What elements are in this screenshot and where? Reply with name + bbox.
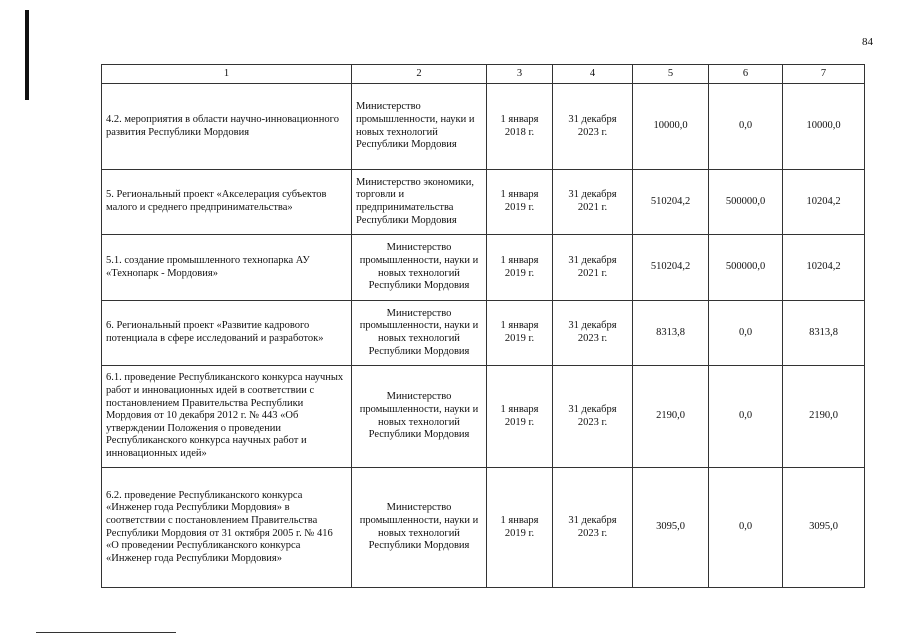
header-cell: 7: [783, 65, 865, 84]
row-agency: Министерство промышленности, науки и новых технологий Республики Мордовия: [352, 84, 487, 170]
row-federal: 500000,0: [709, 170, 783, 235]
row-regional: 2190,0: [783, 366, 865, 468]
row-total: 8313,8: [633, 301, 709, 366]
row-name: 4.2. мероприятия в области научно-инновационного развития Республики Мордовия: [102, 84, 352, 170]
row-total: 510204,2: [633, 170, 709, 235]
table-row: [102, 366, 865, 468]
row-federal: 0,0: [709, 468, 783, 588]
row-start-date: 1 января 2019 г.: [487, 468, 553, 588]
header-cell: 1: [102, 65, 352, 84]
row-start-date: 1 января 2019 г.: [487, 366, 553, 468]
row-end-date: 31 декабря 2021 г.: [553, 170, 633, 235]
row-name: 5.1. создание промышленного технопарка АУ «Технопарк - Мордовия»: [102, 235, 352, 301]
row-name: 6.2. проведение Республиканского конкурса «Инженер года Республики Мордовия» в соответствии с постановлением Правительства Республики Мордовия от 31 октября 2005 г. № 416 «О проведении Республиканского конкурса «Инженер года Республики Мордовия»: [102, 468, 352, 588]
row-start-date: 1 января 2019 г.: [487, 301, 553, 366]
row-agency: Министерство экономики, торговли и предпринимательства Республики Мордовия: [352, 170, 487, 235]
table-row: [102, 235, 865, 301]
header-cell: 2: [352, 65, 487, 84]
row-agency: Министерство промышленности, науки и новых технологий Республики Мордовия: [352, 468, 487, 588]
header-cell: 4: [553, 65, 633, 84]
row-regional: 10204,2: [783, 170, 865, 235]
row-start-date: 1 января 2018 г.: [487, 84, 553, 170]
row-end-date: 31 декабря 2023 г.: [553, 84, 633, 170]
row-start-date: 1 января 2019 г.: [487, 235, 553, 301]
row-regional: 10000,0: [783, 84, 865, 170]
row-federal: 500000,0: [709, 235, 783, 301]
row-federal: 0,0: [709, 84, 783, 170]
row-name: 5. Региональный проект «Акселерация субъектов малого и среднего предпринимательства»: [102, 170, 352, 235]
table-row: [102, 301, 865, 366]
row-federal: 0,0: [709, 366, 783, 468]
row-name: 6.1. проведение Республиканского конкурса научных работ и инновационных идей в соответствии с постановлением Правительства Республики Мордовия от 10 декабря 2012 г. № 443 «Об утверждении Положения о проведении Республиканского конкурса научных работ и инновационных идей»: [102, 366, 352, 468]
row-total: 510204,2: [633, 235, 709, 301]
row-total: 2190,0: [633, 366, 709, 468]
header-cell: 6: [709, 65, 783, 84]
row-end-date: 31 декабря 2023 г.: [553, 366, 633, 468]
row-total: 10000,0: [633, 84, 709, 170]
row-name: 6. Региональный проект «Развитие кадрового потенциала в сфере исследований и разработок»: [102, 301, 352, 366]
row-federal: 0,0: [709, 301, 783, 366]
row-start-date: 1 января 2019 г.: [487, 170, 553, 235]
row-regional: 10204,2: [783, 235, 865, 301]
row-agency: Министерство промышленности, науки и новых технологий Республики Мордовия: [352, 366, 487, 468]
table-row: [102, 468, 865, 588]
page-number: 84: [862, 36, 873, 48]
row-end-date: 31 декабря 2023 г.: [553, 301, 633, 366]
row-end-date: 31 декабря 2023 г.: [553, 468, 633, 588]
table-row: [102, 84, 865, 170]
table-row: [102, 170, 865, 235]
row-total: 3095,0: [633, 468, 709, 588]
margin-bar: [25, 10, 29, 100]
header-row: [102, 65, 865, 84]
row-regional: 3095,0: [783, 468, 865, 588]
header-cell: 5: [633, 65, 709, 84]
row-agency: Министерство промышленности, науки и новых технологий Республики Мордовия: [352, 301, 487, 366]
footnote-rule: [36, 632, 176, 633]
row-end-date: 31 декабря 2021 г.: [553, 235, 633, 301]
row-agency: Министерство промышленности, науки и новых технологий Республики Мордовия: [352, 235, 487, 301]
budget-table: [101, 64, 865, 588]
header-cell: 3: [487, 65, 553, 84]
row-regional: 8313,8: [783, 301, 865, 366]
